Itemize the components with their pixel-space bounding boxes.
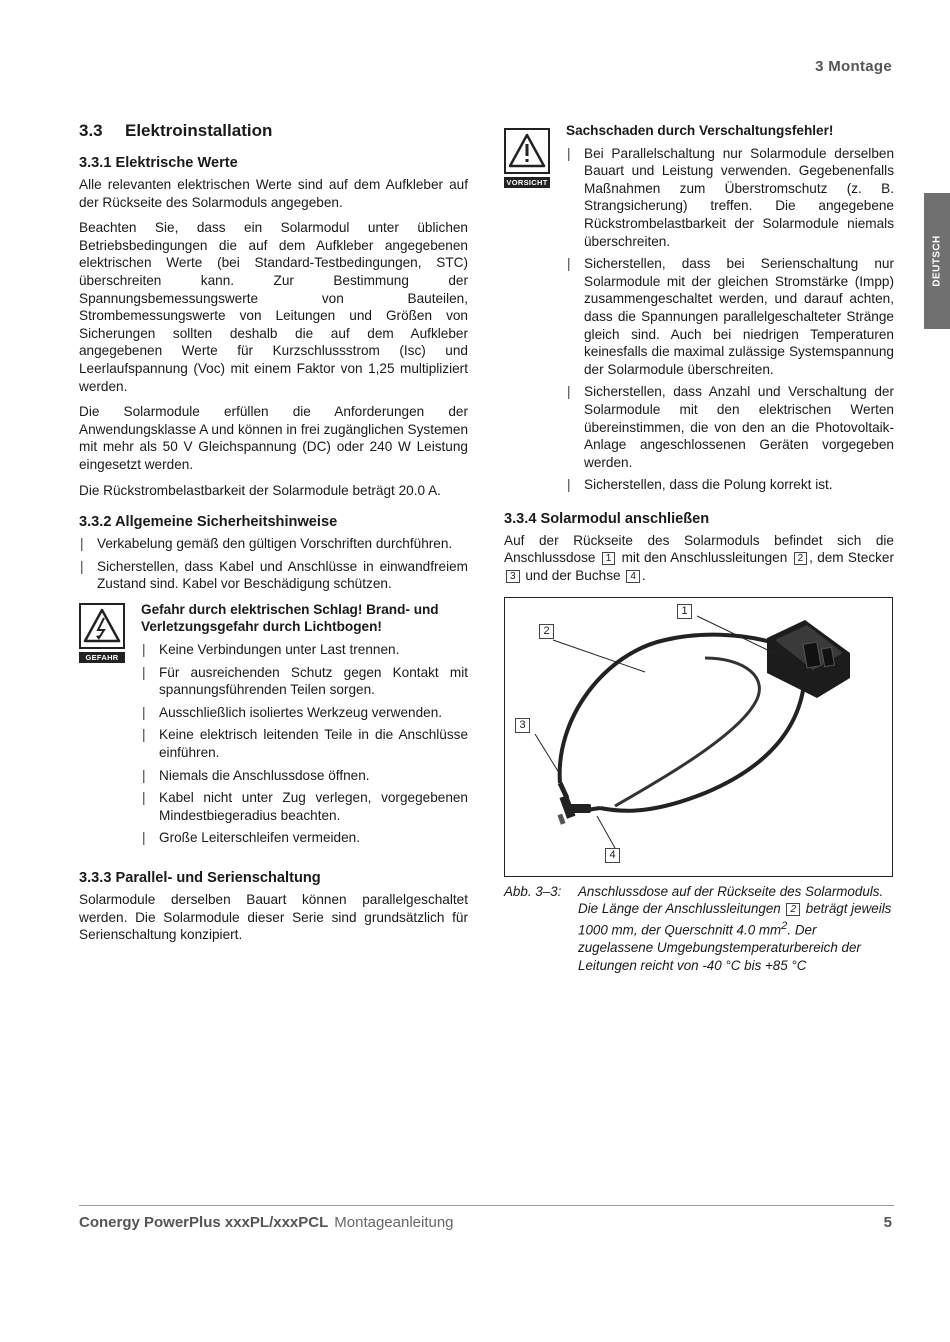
list-item: | Verkabelung gemäß den gültigen Vorschriften durchführen. — [79, 535, 468, 553]
reference-box: 1 — [602, 552, 616, 565]
list-item: | Niemals die Anschlussdose öffnen. — [141, 767, 468, 785]
page-number: 5 — [883, 1214, 892, 1231]
paragraph: Solarmodule derselben Bauart können parallelgeschaltet werden. Die Solarmodule dieser Serie sind grundsätzlich für Serienschaltung konzipiert. — [79, 892, 468, 943]
danger-notice — [79, 601, 468, 847]
junction-box-figure — [504, 597, 893, 877]
caution-list — [566, 145, 894, 494]
paragraph: Die Solarmodule erfüllen die Anforderungen der Anwendungsklasse A und können in frei zugänglichen Systemen mit mehr als 50 V Gleichspannung (DC) oder 240 W Leistung eingesetzt werden. — [79, 404, 468, 472]
left-column — [79, 120, 468, 952]
caution-notice — [504, 122, 894, 494]
connect-paragraph: Auf der Rückseite des Solarmoduls befindet sich die Anschlussdose 1 mit den Anschlussleitungen 2 , dem Stecker 3 und der Buchse 4 . — [504, 532, 894, 584]
reference-box: 2 — [794, 552, 808, 565]
list-item: | Sicherstellen, dass Anzahl und Verschaltung der Solarmodule mit den elektrischen Werten übereinstimmen, die von den an die Photovoltaik-Anlage angeschlossenen Geräten vorgegeben werden. — [566, 383, 894, 471]
section-3-3-3-heading: 3.3.3 Parallel- und Serienschaltung — [79, 870, 321, 886]
list-item: | Bei Parallelschaltung nur Solarmodule derselben Bauart und Leistung verwenden. Gegebenenfalls Maßnahmen zum Überstromschutz (z. B. Strangsicherung) treffen. Die angegebene Rückstrombelastbarkeit der Solarmodule niemals überschreiten. — [566, 145, 894, 251]
danger-list — [141, 641, 468, 847]
danger-symbol — [79, 603, 125, 663]
figure-caption: Abb. 3–3: Anschlussdose auf der Rückseite des Solarmoduls. Die Länge der Anschlussleitungen 2 beträgt jeweils 1000 mm, der Querschnitt 4.0 $mm^2$. Der zugelassene Umgebungstemperaturbereich der Leitungen reicht von -40 °C bis +85 °C — [504, 883, 892, 973]
caution-warning-icon — [504, 128, 550, 174]
section-title: Elektroinstallation — [125, 121, 273, 140]
safety-list — [79, 535, 468, 593]
section-3-3-2-heading: 3.3.2 Allgemeine Sicherheitshinweise — [79, 514, 338, 531]
reference-box: 2 — [786, 903, 800, 916]
danger-label: GEFAHR — [79, 652, 125, 663]
footer-divider — [79, 1205, 894, 1206]
list-item: | Kabel nicht unter Zug verlegen, vorgegebenen Mindestbiegeradius beachten. — [141, 789, 468, 824]
electric-shock-warning-icon — [79, 603, 125, 649]
list-item: | Keine Verbindungen unter Last trennen. — [141, 641, 468, 659]
list-item: | Sicherstellen, dass Kabel und Anschlüsse in einwandfreiem Zustand sind. Kabel vor Beschädigung schützen. — [79, 558, 468, 593]
section-number: 3.3 — [79, 121, 103, 140]
section-3-3-heading — [79, 120, 468, 142]
section-3-3-1-heading: 3.3.1 Elektrische Werte — [79, 155, 238, 171]
junction-box-illustration — [505, 598, 892, 876]
caution-title: Sachschaden durch Verschaltungsfehler! — [566, 123, 834, 138]
caution-symbol — [504, 128, 550, 188]
language-tab-label: DEUTSCH — [931, 235, 943, 287]
callout-plug: 3 — [515, 718, 530, 733]
list-item: | Keine elektrisch leitenden Teile in die Anschlüsse einführen. — [141, 726, 468, 761]
list-item: | Sicherstellen, dass die Polung korrekt ist. — [566, 476, 894, 494]
list-item: | Große Leiterschleifen vermeiden. — [141, 829, 468, 847]
callout-junction-box: 1 — [677, 604, 692, 619]
callout-connection-cable: 2 — [539, 624, 554, 639]
list-item: | Ausschließlich isoliertes Werkzeug verwenden. — [141, 704, 468, 722]
list-item: | Sicherstellen, dass bei Serienschaltung nur Solarmodule mit der gleichen Stromstärke (Impp) zusammengeschaltet werden, und darauf achten, dass die Spannungen parallelgeschalteter Stränge gleich sind. Auch bei niedrigen Temperaturen keinesfalls die maximal zulässige Systemspannung der Solarmodule überschreiten. — [566, 255, 894, 378]
section-3-3-4-heading: 3.3.4 Solarmodul anschließen — [504, 510, 710, 527]
language-tab — [924, 193, 950, 329]
footer — [79, 1214, 454, 1231]
caution-label: VORSICHT — [504, 177, 550, 188]
product-name: Conergy PowerPlus xxxPL/xxxPCL — [79, 1214, 329, 1231]
right-column — [504, 122, 894, 974]
callout-socket: 4 — [605, 848, 620, 863]
list-item: | Für ausreichenden Schutz gegen Kontakt mit spannungsführenden Teilen sorgen. — [141, 664, 468, 699]
paragraph: Alle relevanten elektrischen Werte sind auf dem Aufkleber auf der Rückseite des Solarmoduls angegeben. — [79, 177, 468, 210]
reference-box: 4 — [626, 570, 640, 583]
chapter-header: 3 Montage — [815, 58, 892, 75]
paragraph: Beachten Sie, dass ein Solarmodul unter üblichen Betriebsbedingungen die auf dem Aufkleber angegebenen elektrischen Werte (bei Standard-Testbedingungen, STC) überschreiten kann. Zur Bestimmung der Spannungsbemessungswerte von Bauteilen, Strombemessungswerte von Leitungen und Größen von Sicherungen sollten deshalb die auf dem Aufkleber angegebenen Werte für Kurzschlussstrom (Isc) und Leerlaufspannung (Voc) mit einem Faktor von 1,25 multipliziert werden. — [79, 220, 468, 394]
document-type: Montageanleitung — [334, 1214, 454, 1231]
reference-box: 3 — [506, 570, 520, 583]
figure-number: Abb. 3–3: — [504, 883, 562, 899]
paragraph: Die Rückstrombelastbarkeit der Solarmodule beträgt 20.0 A. — [79, 482, 441, 498]
danger-title: Gefahr durch elektrischen Schlag! Brand- und Verletzungsgefahr durch Lichtbogen! — [141, 601, 439, 635]
